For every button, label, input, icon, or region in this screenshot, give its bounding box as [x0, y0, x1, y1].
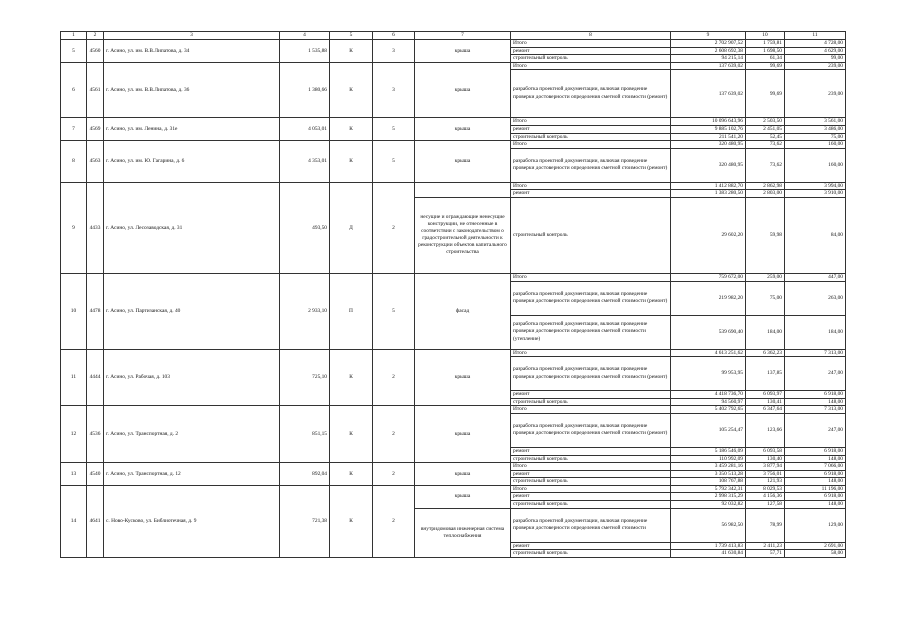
cost-total-cell: 9 885 102,76: [671, 125, 746, 133]
cost-total-cell: 2 702 907,52: [671, 40, 746, 48]
limit-cost-cell: 4 629,00: [785, 47, 846, 55]
limit-cost-cell: 239,00: [785, 70, 846, 118]
work-type-cell: внутридомовая инженерная система теплоснабжения: [415, 508, 511, 557]
address-cell: г. Асино, ул. им. В.В.Липатова, д. 36: [104, 62, 280, 118]
header-row: [61, 32, 846, 40]
work-item-cell: ремонт: [511, 391, 671, 399]
cost-total-cell: 3 350 513,28: [671, 470, 746, 478]
area-cell: 721,38: [280, 485, 330, 557]
limit-cost-cell: 6 918,00: [785, 391, 846, 399]
table-row: [61, 349, 846, 357]
row-number-cell: 12: [61, 406, 87, 463]
wall-material-cell: П: [330, 273, 373, 349]
limit-cost-cell: 75,00: [785, 133, 846, 141]
cost-total-cell: 2 998 315,29: [671, 493, 746, 501]
cost-total-cell: 10 096 643,96: [671, 118, 746, 126]
house-code-cell: 4444: [87, 349, 104, 406]
limit-cost-cell: 6 918,00: [785, 470, 846, 478]
cost-total-cell: 219 982,20: [671, 281, 746, 315]
cost-per-sqm-cell: 3 756,01: [746, 470, 785, 478]
limit-cost-cell: 11 196,00: [785, 485, 846, 493]
work-item-cell: Итого: [511, 40, 671, 48]
house-code-cell: 4433: [87, 182, 104, 273]
work-item-cell: ремонт: [511, 47, 671, 55]
wall-material-cell: К: [330, 406, 373, 463]
house-code-cell: 4478: [87, 273, 104, 349]
budget-table: [60, 31, 846, 558]
work-type-cell: [415, 182, 511, 197]
cost-total-cell: 94 560,97: [671, 398, 746, 406]
row-number-cell: 7: [61, 118, 87, 141]
cost-total-cell: 137 639,02: [671, 70, 746, 118]
row-number-cell: 10: [61, 273, 87, 349]
cost-per-sqm-cell: 130,41: [746, 398, 785, 406]
limit-cost-cell: 160,00: [785, 148, 846, 182]
limit-cost-cell: 3 994,00: [785, 182, 846, 190]
cost-total-cell: 110 992,09: [671, 455, 746, 463]
cost-per-sqm-cell: 6 093,58: [746, 447, 785, 455]
cost-total-cell: 4 613 251,62: [671, 349, 746, 357]
cost-total-cell: 5 792 342,31: [671, 485, 746, 493]
cost-per-sqm-cell: 57,71: [746, 550, 785, 558]
work-type-cell: крыша: [415, 349, 511, 406]
limit-cost-cell: 447,00: [785, 273, 846, 281]
limit-cost-cell: 247,00: [785, 413, 846, 447]
table-row: [61, 141, 846, 149]
work-item-cell: разработка проектной документации, включая проведение проверки достоверности определения сметной стоимости (ремонт): [511, 357, 671, 391]
area-cell: 725,10: [280, 349, 330, 406]
limit-cost-cell: 148,00: [785, 455, 846, 463]
floors-cell: 3: [373, 40, 415, 63]
cost-total-cell: 5 186 546,09: [671, 447, 746, 455]
wall-material-cell: Д: [330, 182, 373, 273]
row-number-cell: 9: [61, 182, 87, 273]
work-item-cell: строительный контроль: [511, 197, 671, 273]
work-item-cell: ремонт: [511, 447, 671, 455]
cost-total-cell: 759 672,00: [671, 273, 746, 281]
area-cell: 493,50: [280, 182, 330, 273]
floors-cell: 2: [373, 485, 415, 557]
row-number-cell: 5: [61, 40, 87, 63]
work-item-cell: ремонт: [511, 125, 671, 133]
address-cell: г. Асино, ул. им. В.В.Липатова, д. 34: [104, 40, 280, 63]
work-item-cell: Итого: [511, 62, 671, 70]
cost-per-sqm-cell: 2 503,50: [746, 118, 785, 126]
work-type-cell: крыша: [415, 62, 511, 118]
limit-cost-cell: 99,00: [785, 55, 846, 63]
cost-per-sqm-cell: 127,58: [746, 501, 785, 509]
address-cell: г. Асино, ул. им. Ю. Гагарина, д. 6: [104, 141, 280, 183]
wall-material-cell: К: [330, 463, 373, 486]
wall-material-cell: К: [330, 118, 373, 141]
row-number-cell: 14: [61, 485, 87, 557]
house-code-cell: 4563: [87, 141, 104, 183]
work-type-cell: крыша: [415, 485, 511, 508]
col-header: 5: [330, 32, 373, 40]
col-header: 11: [785, 32, 846, 40]
work-item-cell: ремонт: [511, 542, 671, 550]
work-item-cell: разработка проектной документации, включая проведение проверки достоверности определения сметной стоимости (ремонт): [511, 70, 671, 118]
limit-cost-cell: 148,00: [785, 501, 846, 509]
cost-total-cell: 539 690,40: [671, 315, 746, 349]
floors-cell: 2: [373, 406, 415, 463]
wall-material-cell: К: [330, 349, 373, 406]
cost-total-cell: 1 383 280,50: [671, 190, 746, 198]
work-type-cell: крыша: [415, 118, 511, 141]
cost-per-sqm-cell: 61,34: [746, 55, 785, 63]
work-item-cell: строительный контроль: [511, 455, 671, 463]
table-body: [61, 40, 846, 558]
table-row: [61, 118, 846, 126]
wall-material-cell: К: [330, 40, 373, 63]
cost-per-sqm-cell: 52,45: [746, 133, 785, 141]
work-item-cell: строительный контроль: [511, 550, 671, 558]
cost-per-sqm-cell: 73,62: [746, 141, 785, 149]
row-number-cell: 11: [61, 349, 87, 406]
work-item-cell: разработка проектной документации, включая проведение проверки достоверности определения сметной стоимости (ремонт): [511, 281, 671, 315]
cost-per-sqm-cell: 2 451,05: [746, 125, 785, 133]
cost-total-cell: 320 480,95: [671, 141, 746, 149]
work-item-cell: Итого: [511, 349, 671, 357]
work-item-cell: Итого: [511, 118, 671, 126]
area-cell: 2 933,10: [280, 273, 330, 349]
cost-total-cell: 108 767,88: [671, 478, 746, 486]
work-item-cell: разработка проектной документации, включая проведение проверки достоверности определения сметной стоимости (утепление): [511, 315, 671, 349]
limit-cost-cell: 6 918,00: [785, 493, 846, 501]
limit-cost-cell: 160,00: [785, 141, 846, 149]
cost-per-sqm-cell: 75,00: [746, 281, 785, 315]
cost-total-cell: 1 739 413,83: [671, 542, 746, 550]
work-item-cell: разработка проектной документации, включая проведение проверки достоверности определения сметной стоимости (ремонт): [511, 148, 671, 182]
area-cell: 4 353,01: [280, 141, 330, 183]
limit-cost-cell: 129,00: [785, 508, 846, 542]
work-item-cell: строительный контроль: [511, 398, 671, 406]
wall-material-cell: К: [330, 141, 373, 183]
cost-total-cell: 92 032,82: [671, 501, 746, 509]
limit-cost-cell: 148,00: [785, 398, 846, 406]
work-item-cell: Итого: [511, 463, 671, 471]
work-item-cell: разработка проектной документации, включая проведение проверки достоверности определения сметной стоимости: [511, 508, 671, 542]
work-item-cell: ремонт: [511, 470, 671, 478]
limit-cost-cell: 7 313,00: [785, 406, 846, 414]
work-item-cell: строительный контроль: [511, 501, 671, 509]
work-item-cell: Итого: [511, 182, 671, 190]
cost-per-sqm-cell: 2 411,23: [746, 542, 785, 550]
work-item-cell: Итого: [511, 273, 671, 281]
wall-material-cell: К: [330, 485, 373, 557]
cost-per-sqm-cell: 4 156,36: [746, 493, 785, 501]
work-item-cell: ремонт: [511, 190, 671, 198]
cost-total-cell: 1 412 882,70: [671, 182, 746, 190]
limit-cost-cell: 6 918,00: [785, 447, 846, 455]
floors-cell: 2: [373, 182, 415, 273]
work-type-cell: крыша: [415, 463, 511, 486]
table-row: [61, 463, 846, 471]
limit-cost-cell: 84,00: [785, 197, 846, 273]
cost-per-sqm-cell: 123,66: [746, 413, 785, 447]
limit-cost-cell: 58,00: [785, 550, 846, 558]
limit-cost-cell: 3 486,00: [785, 125, 846, 133]
cost-per-sqm-cell: 99,69: [746, 62, 785, 70]
work-item-cell: Итого: [511, 141, 671, 149]
limit-cost-cell: 3 561,00: [785, 118, 846, 126]
address-cell: г. Асино, ул. Транспортная, д. 12: [104, 463, 280, 486]
cost-total-cell: 94 215,14: [671, 55, 746, 63]
cost-per-sqm-cell: 99,69: [746, 70, 785, 118]
cost-per-sqm-cell: 121,93: [746, 478, 785, 486]
house-code-cell: 4569: [87, 118, 104, 141]
col-header: 4: [280, 32, 330, 40]
work-item-cell: разработка проектной документации, включая проведение проверки достоверности определения сметной стоимости (ремонт): [511, 413, 671, 447]
area-cell: 892,04: [280, 463, 330, 486]
cost-per-sqm-cell: 78,99: [746, 508, 785, 542]
cost-per-sqm-cell: 73,62: [746, 148, 785, 182]
cost-total-cell: 3 459 281,16: [671, 463, 746, 471]
table-row: [61, 182, 846, 190]
table-row: [61, 40, 846, 48]
cost-total-cell: 2 608 692,38: [671, 47, 746, 55]
work-item-cell: строительный контроль: [511, 55, 671, 63]
limit-cost-cell: 263,00: [785, 281, 846, 315]
house-code-cell: 4540: [87, 463, 104, 486]
col-header: 7: [415, 32, 511, 40]
floors-cell: 3: [373, 62, 415, 118]
limit-cost-cell: 7 313,00: [785, 349, 846, 357]
address-cell: г. Асино, ул. Лесозаводская, д. 31: [104, 182, 280, 273]
row-number-cell: 13: [61, 463, 87, 486]
table-row: [61, 62, 846, 70]
cost-per-sqm-cell: 1 698,50: [746, 47, 785, 55]
cost-per-sqm-cell: 130,40: [746, 455, 785, 463]
area-cell: 851,15: [280, 406, 330, 463]
limit-cost-cell: 7 066,00: [785, 463, 846, 471]
col-header: 1: [61, 32, 87, 40]
cost-per-sqm-cell: 184,00: [746, 315, 785, 349]
cost-per-sqm-cell: 8 029,53: [746, 485, 785, 493]
limit-cost-cell: 148,00: [785, 478, 846, 486]
floors-cell: 2: [373, 463, 415, 486]
cost-per-sqm-cell: 6 347,64: [746, 406, 785, 414]
cost-per-sqm-cell: 1 759,81: [746, 40, 785, 48]
work-type-cell: крыша: [415, 141, 511, 183]
work-item-cell: строительный контроль: [511, 478, 671, 486]
cost-per-sqm-cell: 6 362,23: [746, 349, 785, 357]
work-type-cell: крыша: [415, 406, 511, 463]
area-cell: 4 053,01: [280, 118, 330, 141]
work-item-cell: Итого: [511, 485, 671, 493]
limit-cost-cell: 239,00: [785, 62, 846, 70]
address-cell: г. Асино, ул. им. Ленина, д. 31е: [104, 118, 280, 141]
limit-cost-cell: 3 910,00: [785, 190, 846, 198]
cost-per-sqm-cell: 2 803,00: [746, 190, 785, 198]
cost-per-sqm-cell: 259,00: [746, 273, 785, 281]
cost-total-cell: 211 541,20: [671, 133, 746, 141]
col-header: 8: [511, 32, 671, 40]
cost-total-cell: 99 953,95: [671, 357, 746, 391]
limit-cost-cell: 184,00: [785, 315, 846, 349]
col-header: 9: [671, 32, 746, 40]
address-cell: с. Ново-Кусково, ул. Библиотечная, д. 9: [104, 485, 280, 557]
work-type-cell: несущие и ограждающие ненесущие конструкции, не отнесенные в соответствии с законодательством о градостроительной деятельности к реконструкции объектов капитального строительства: [415, 197, 511, 273]
floors-cell: 2: [373, 349, 415, 406]
area-cell: 1 380,66: [280, 62, 330, 118]
cost-per-sqm-cell: 59,98: [746, 197, 785, 273]
col-header: 10: [746, 32, 785, 40]
cost-per-sqm-cell: 2 862,98: [746, 182, 785, 190]
work-item-cell: ремонт: [511, 493, 671, 501]
work-type-cell: крыша: [415, 40, 511, 63]
wall-material-cell: К: [330, 62, 373, 118]
col-header: 2: [87, 32, 104, 40]
work-type-cell: фасад: [415, 273, 511, 349]
limit-cost-cell: 247,00: [785, 357, 846, 391]
floors-cell: 5: [373, 273, 415, 349]
limit-cost-cell: 4 728,00: [785, 40, 846, 48]
cost-per-sqm-cell: 6 093,97: [746, 391, 785, 399]
col-header: 3: [104, 32, 280, 40]
house-code-cell: 4536: [87, 406, 104, 463]
row-number-cell: 8: [61, 141, 87, 183]
cost-per-sqm-cell: 3 877,94: [746, 463, 785, 471]
address-cell: г. Асино, ул. Партизанская, д. 40: [104, 273, 280, 349]
col-header: 6: [373, 32, 415, 40]
cost-total-cell: 105 254,47: [671, 413, 746, 447]
address-cell: г. Асино, ул. Транспортная, д. 2: [104, 406, 280, 463]
table-row: [61, 406, 846, 414]
cost-total-cell: 320 480,95: [671, 148, 746, 182]
work-item-cell: строительный контроль: [511, 133, 671, 141]
work-item-cell: Итого: [511, 406, 671, 414]
area-cell: 1 535,88: [280, 40, 330, 63]
cost-per-sqm-cell: 137,85: [746, 357, 785, 391]
cost-total-cell: 29 602,20: [671, 197, 746, 273]
house-code-cell: 4560: [87, 40, 104, 63]
cost-total-cell: 137 639,02: [671, 62, 746, 70]
table-row: [61, 273, 846, 281]
house-code-cell: 4561: [87, 62, 104, 118]
limit-cost-cell: 2 691,00: [785, 542, 846, 550]
row-number-cell: 6: [61, 62, 87, 118]
table-row: [61, 485, 846, 493]
cost-total-cell: 56 982,50: [671, 508, 746, 542]
floors-cell: 5: [373, 118, 415, 141]
floors-cell: 5: [373, 141, 415, 183]
cost-total-cell: 5 402 792,65: [671, 406, 746, 414]
address-cell: г. Асино, ул. Рабочая, д. 103: [104, 349, 280, 406]
house-code-cell: 4641: [87, 485, 104, 557]
cost-total-cell: 41 630,84: [671, 550, 746, 558]
cost-total-cell: 4 418 736,70: [671, 391, 746, 399]
